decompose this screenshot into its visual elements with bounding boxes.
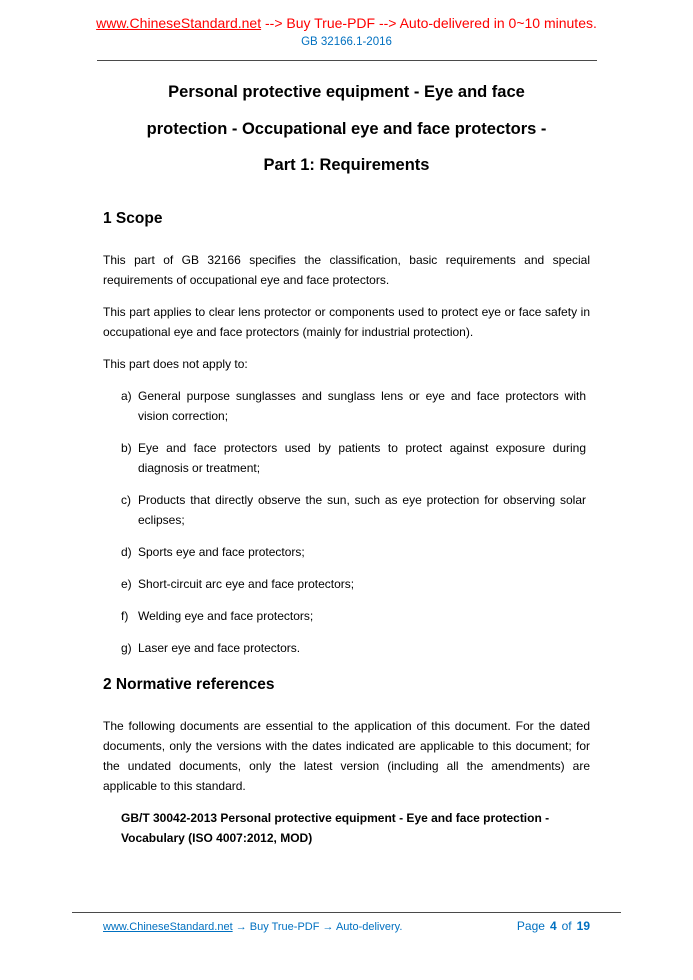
page-current: 4 — [549, 919, 557, 933]
scope-list-item-a — [103, 386, 590, 426]
footer-promo — [103, 920, 402, 935]
scope-list-item-e — [103, 574, 590, 594]
reference-entry: GB/T 30042-2013 Personal protective equipment - Eye and face protection - Vocabulary (ISO 4007:2012, MOD) — [121, 810, 550, 845]
page-header — [0, 0, 693, 61]
item-text: Products that directly observe the sun, such as eye protection for observing solar eclipses; — [138, 492, 586, 527]
page-indicator — [517, 919, 590, 933]
footer-row — [103, 919, 590, 935]
scope-list-item-c — [103, 490, 590, 530]
footer-promo-text: → Buy True-PDF → Auto-delivery. — [232, 921, 403, 933]
promo-site-link[interactable]: www.ChineseStandard.net — [96, 15, 262, 31]
header-divider — [97, 60, 597, 61]
item-text: Laser eye and face protectors. — [138, 640, 301, 655]
title-line-2: protection - Occupational eye and face protectors - — [146, 119, 547, 138]
document-body — [103, 74, 590, 848]
page-footer — [0, 912, 693, 935]
promo-text: --> Buy True-PDF --> Auto-delivered in 0~10 minutes. — [261, 15, 597, 31]
scope-list-item-b — [103, 438, 590, 478]
of-label: of — [561, 919, 572, 933]
section-heading-normative-references: 2 Normative references — [103, 675, 275, 693]
item-text: Welding eye and face protectors; — [138, 608, 314, 623]
item-marker: e) — [121, 576, 132, 591]
normative-paragraph: The following documents are essential to the application of this document. For the dated documents, only the versions with the dates indicated are applicable to this document; for the undated documents, only the latest version (including all the amendments) are applicable to this standard. — [103, 718, 590, 793]
item-marker: d) — [121, 544, 132, 559]
document-title — [103, 74, 590, 184]
title-line-1: Personal protective equipment - Eye and face — [168, 83, 525, 101]
promo-banner — [0, 0, 693, 32]
section-heading-scope: 1 Scope — [103, 209, 163, 227]
footer-site-link[interactable]: www.ChineseStandard.net — [103, 921, 233, 933]
item-text: General purpose sunglasses and sunglass lens or eye and face protectors with vision correction; — [138, 388, 586, 423]
page-label: Page — [516, 919, 545, 933]
item-text: Sports eye and face protectors; — [138, 544, 305, 559]
page-total: 19 — [576, 919, 590, 933]
item-text: Eye and face protectors used by patients to protect against exposure during diagnosis or treatment; — [138, 440, 586, 475]
title-line-3: Part 1: Requirements — [263, 156, 430, 174]
item-marker: f) — [121, 608, 129, 623]
scope-paragraph-1: This part of GB 32166 specifies the classification, basic requirements and special requirements of occupational eye and face protectors. — [103, 252, 590, 287]
item-marker: c) — [121, 492, 131, 507]
scope-paragraph-3: This part does not apply to: — [103, 356, 248, 371]
scope-list-item-f — [103, 606, 590, 626]
standard-code: GB 32166.1-2016 — [301, 36, 392, 48]
scope-list-item-d — [103, 542, 590, 562]
footer-divider — [72, 912, 621, 913]
item-marker: a) — [121, 388, 132, 403]
scope-exclusion-list — [103, 386, 590, 658]
scope-list-item-g — [103, 638, 590, 658]
item-text: Short-circuit arc eye and face protectors; — [138, 576, 355, 591]
scope-paragraph-2: This part applies to clear lens protector or components used to protect eye or face safety in occupational eye and face protectors (mainly for industrial protection). — [103, 304, 590, 339]
item-marker: b) — [121, 440, 132, 455]
item-marker: g) — [121, 640, 132, 655]
